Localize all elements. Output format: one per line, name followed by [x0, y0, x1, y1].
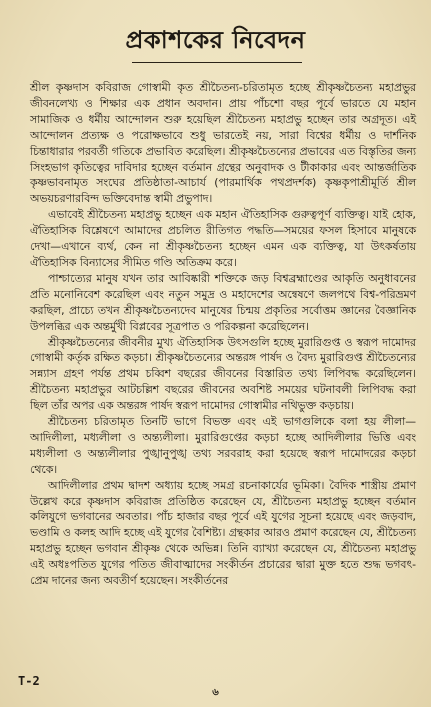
paragraph-6: আদিলীলার প্রথম দ্বাদশ অধ্যায় হচ্ছে সমগ্র রচনাকার্যের ভূমিকা। বৈদিক শাস্ত্রীয় প্রমাণ উল্লেখ করে কৃষ্ণদাস কবিরাজ প্রতিষ্ঠিত করেছেন যে, শ্রীচৈতন্য মহাপ্রভু হচ্ছেন বর্তমান কলিযুগে ভগবানের অবতার। পাঁচ হাজার বছর পূর্বে এই যুগের সূচনা হয়েছে এবং জড়বাদ, ভণ্ডামি ও কলহ আদি হচ্ছে এই যুগের বৈশিষ্ট্য। গ্রন্থকার আরও প্রমাণ করেছেন যে, শ্রীচৈতন্য মহাপ্রভু হচ্ছেন ভগবান শ্রীকৃষ্ণ থেকে অভিন্ন। তিনি ব্যাখ্যা করেছেন যে, শ্রীচৈতন্য মহাপ্রভু এই অধঃপতিত যুগের পতিত জীবাত্মাদের সংকীর্তন প্রচারের দ্বারা মুক্ত হতে শুদ্ধ ভগবৎ-প্রেম দানের জন্য অবতীর্ণ হয়েছেন। সংকীর্তনের: [30, 478, 416, 588]
paragraph-1: শ্রীল কৃষ্ণদাস কবিরাজ গোস্বামী কৃত শ্রীচৈতন্য-চরিতামৃত হচ্ছে শ্রীকৃষ্ণচৈতন্য মহাপ্রভুর জীবনলেখ্য ও শিক্ষার এক প্রধান অবদান। প্রায় পাঁচশো বছর পূর্বে ভারতে যে মহান সামাজিক ও ধর্মীয় আন্দোলন শুরু হয়েছিল শ্রীচৈতন্য মহাপ্রভু হচ্ছেন তার অগ্রদূত। এই আন্দোলন প্রত্যক্ষ ও পরোক্ষভাবে শুধু ভারতেই নয়, সারা বিশ্বের ধর্মীয় ও দার্শনিক চিন্তাধারার পরবর্তী গতিকে প্রভাবিত করেছিল। শ্রীকৃষ্ণচৈতন্যের প্রভাবের এত বিস্তৃতির জন্য সিংহভাগ কৃতিত্বের দাবিদার হচ্ছেন বর্তমান গ্রন্থের অনুবাদক ও টীকাকার এবং আন্তর্জাতিক কৃষ্ণভাবনামৃত সংঘের প্রতিষ্ঠাতা-আচার্য (পারমার্থিক পথপ্রদর্শক) কৃষ্ণকৃপাশ্রীমূর্তি শ্রীল অভয়চরণারবিন্দ ভক্তিবেদান্ত স্বামী প্রভুপাদ।: [30, 81, 416, 206]
paragraph-2: এভাবেই শ্রীচৈতন্য মহাপ্রভু হচ্ছেন এক মহান ঐতিহাসিক গুরুত্বপূর্ণ ব্যক্তিত্ব। যাই হোক, ঐতিহাসিক বিশ্লেষণে আমাদের প্রচলিত রীতিগত পদ্ধতি—সময়ের ফসল হিসাবে মানুষকে দেখা—এখানে ব্যর্থ, কেন না শ্রীকৃষ্ণচৈতন্য হচ্ছেন এমন এক ব্যক্তিত্ব, যা উৎকর্ষতায় ঐতিহাসিক বিন্যাসের সীমিত গণ্ডি অতিক্রম করে।: [30, 208, 416, 269]
paragraph-3: পাশ্চাত্যের মানুষ যখন তার আবিষ্কারী শক্তিকে জড় বিশ্বব্রহ্মাণ্ডের আকৃতি অনুধাবনের প্রতি মনোনিবেশ করেছিল এবং নতুন সমুদ্র ও মহাদেশের অন্বেষণে জলপথে বিশ্ব-পরিভ্রমণ করছিল, প্রাচ্যে তখন শ্রীকৃষ্ণচৈতন্যদেব মানুষের চিন্ময় প্রকৃতির সর্বোত্তম জ্ঞানের বৈজ্ঞানিক উপলব্ধির এক অন্তর্মুখী বিপ্লবের সূত্রপাত ও পরিকল্পনা করেছিলেন।: [30, 271, 416, 333]
page-title: প্রকাশকের নিবেদন: [125, 26, 306, 54]
signature-mark: T-2: [18, 674, 40, 688]
body-text: [30, 80, 416, 589]
title-underline: [132, 62, 302, 63]
paragraph-4: শ্রীকৃষ্ণচৈতন্যের জীবনীর মুখ্য ঐতিহাসিক উৎসগুলি হচ্ছে মুরারিগুপ্ত ও স্বরূপ দামোদর গোস্বামী কর্তৃক রক্ষিত কড়চা। শ্রীকৃষ্ণচৈতন্যের অন্তরঙ্গ পার্ষদ ও বৈদ্য মুরারিগুপ্ত শ্রীচৈতন্যের সন্ন্যাস গ্রহণ পর্যন্ত প্রথম চব্বিশ বছরের জীবনের বিস্তারিত তথ্য লিপিবদ্ধ করেছিলেন। শ্রীচৈতন্য মহাপ্রভুর আটচল্লিশ বছরের জীবনের অবশিষ্ট সময়ের ঘটনাবলী লিপিবদ্ধ করা ছিল তাঁর অপর এক অন্তরঙ্গ পার্ষদ স্বরূপ দামোদর গোস্বামীর নথিভুক্ত কড়চায়।: [30, 335, 416, 413]
paragraph-5: শ্রীচৈতন্য চরিতামৃত তিনটি ভাগে বিভক্ত এবং এই ভাগগুলিকে বলা হয় লীলা—আদিলীলা, মধ্যলীলা ও অন্ত্যলীলা। মুরারিগুপ্তের কড়চা হচ্ছে আদিলীলার ভিত্তি এবং মধ্যলীলা ও অন্ত্যলীলার পুঙ্খানুপুঙ্খ তথ্য সরবরাহ করা হয়েছে স্বরূপ দামোদরের কড়চা থেকে।: [30, 415, 416, 476]
page-number: ৬: [212, 687, 219, 698]
